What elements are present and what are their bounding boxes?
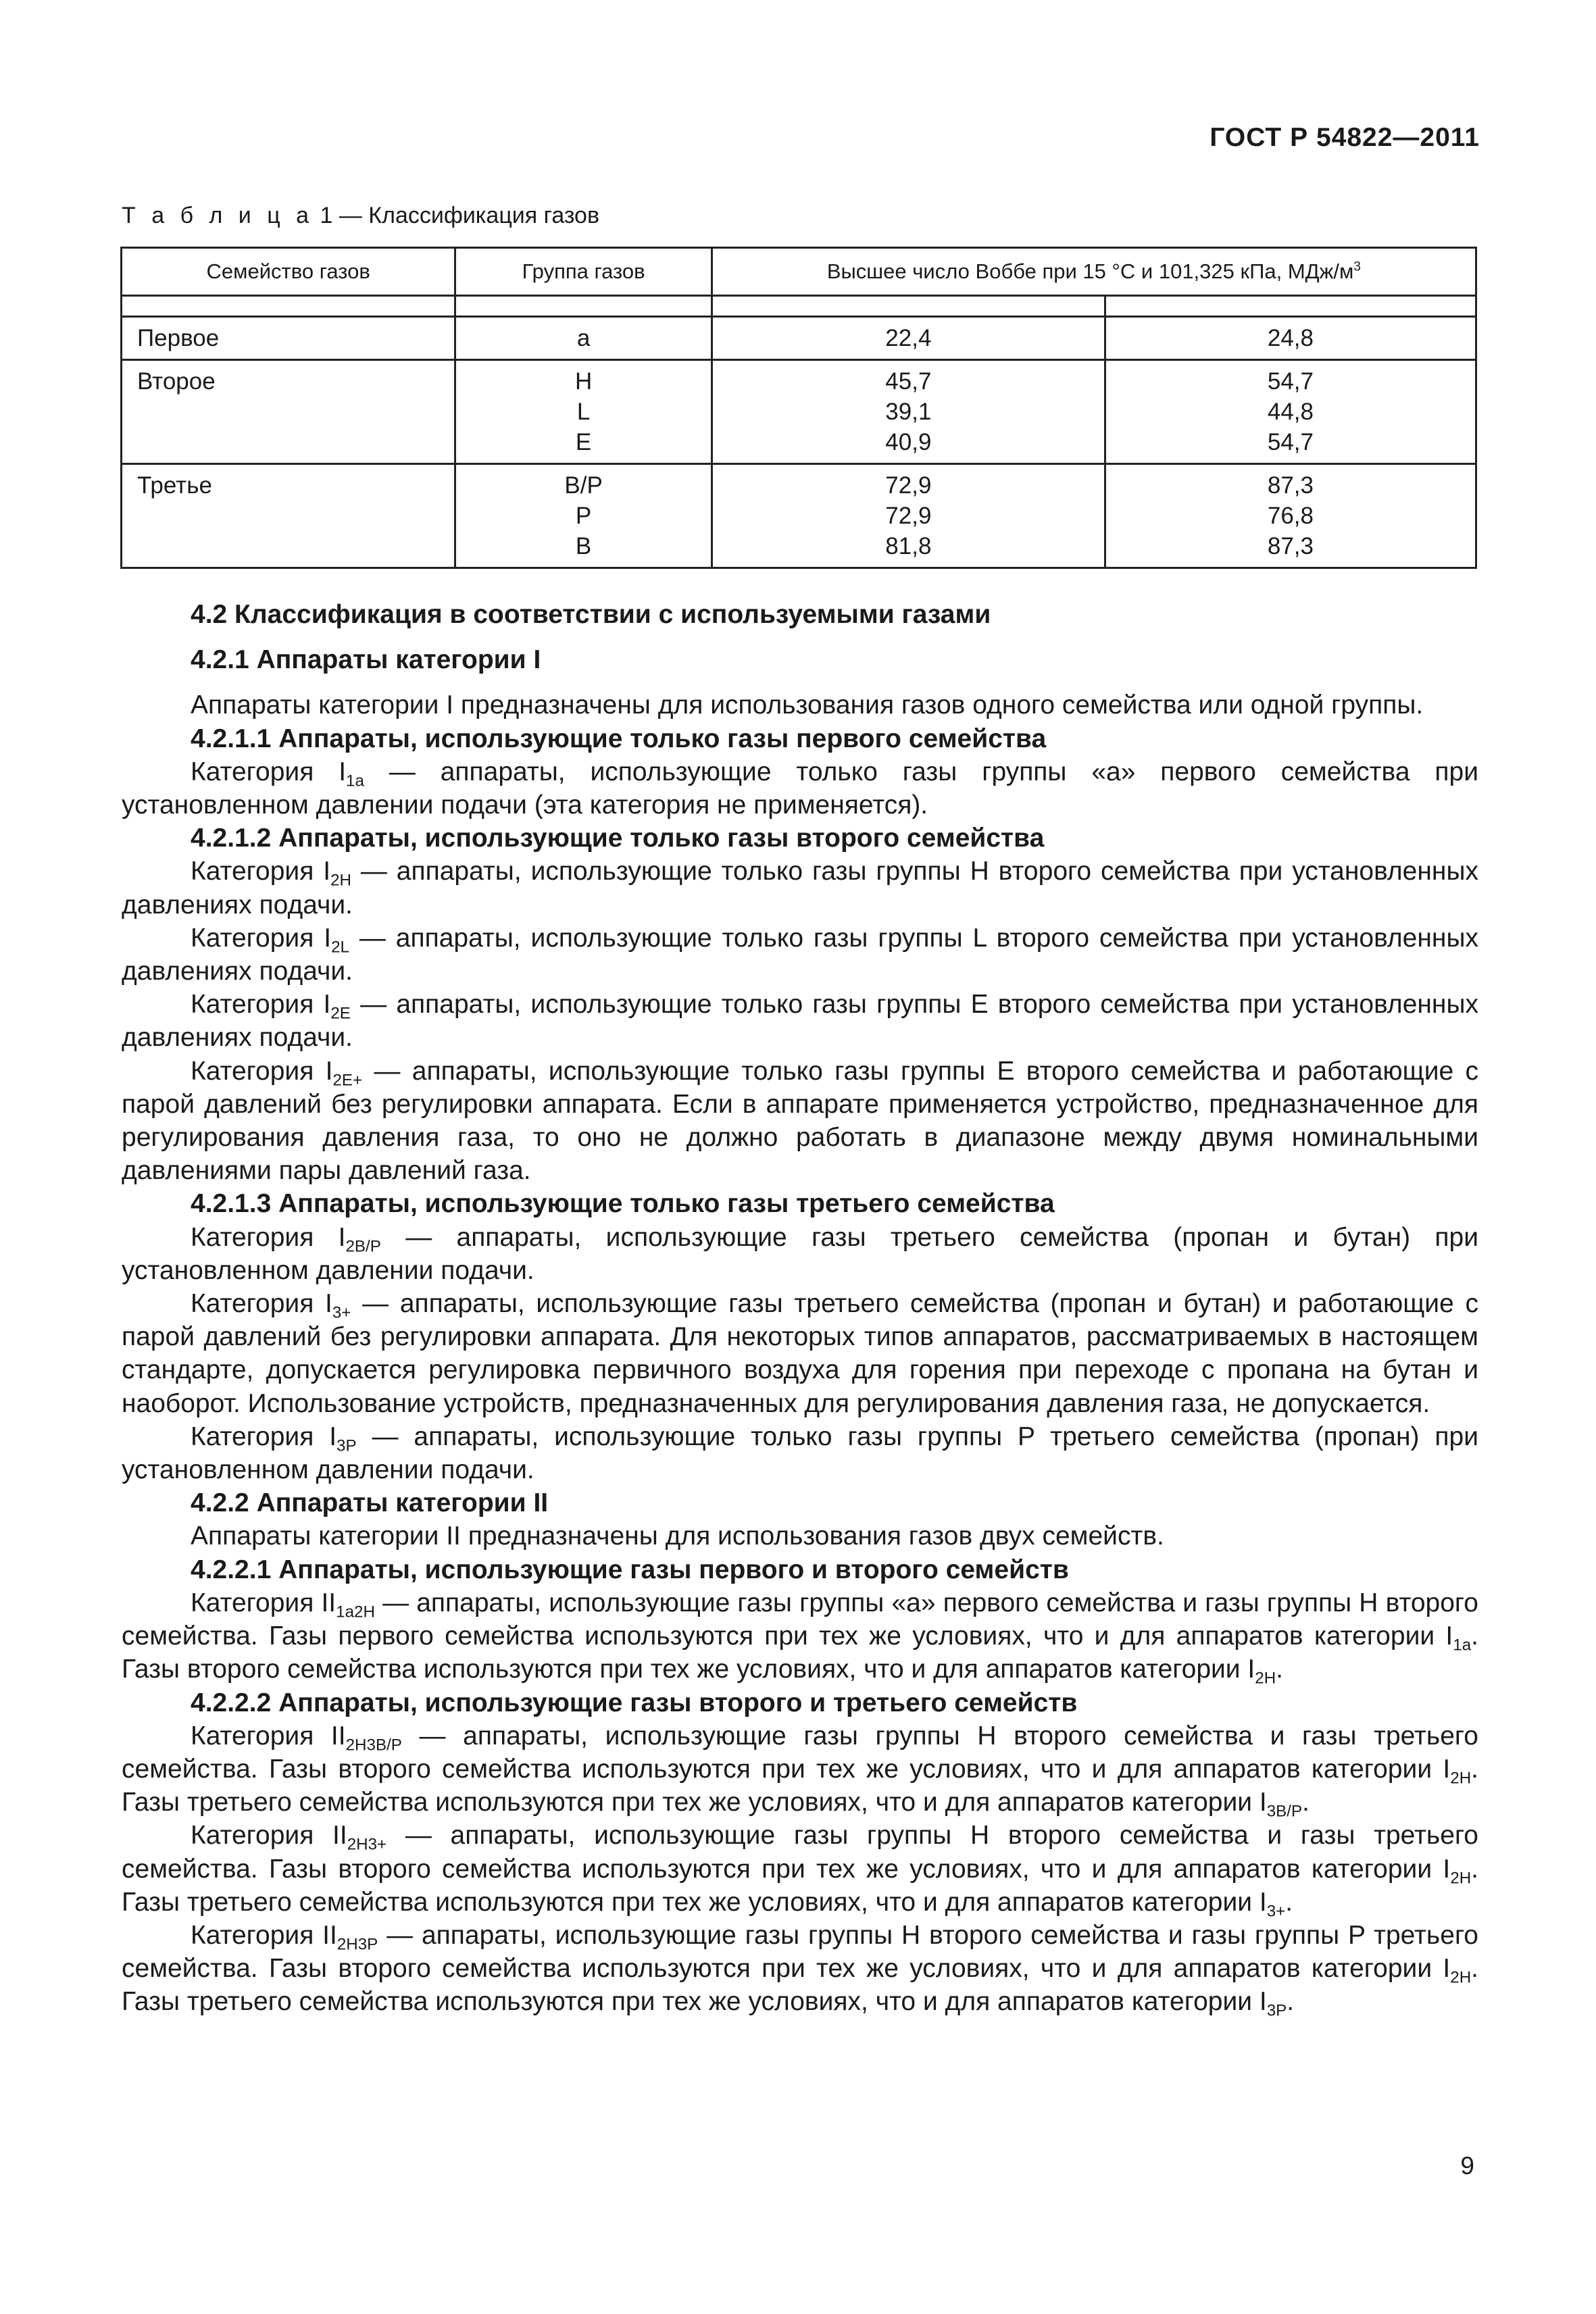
section-heading-4-2-1-2: 4.2.1.2 Аппараты, использующие только газы второго семейства [191,824,1045,853]
wobbe-max-value: 24,8 [1267,325,1314,351]
paragraph-category-ii2h3plus: Категория $II_{2H3+}$ — аппараты, использующие газы группы H второго семейства и газы третьего семейства. Газы второго семейства используются при тех же условиях, что и для аппаратов категории $I_{2H}$. Газы третьего семейства используются при тех же условиях, что и для аппаратов категории $I_{3+}$. [122,1821,1478,1921]
header-wobbe [712,248,1476,296]
wobbe-min-value: 39,1 [885,399,932,425]
paragraph-category-ii2h3bp: Категория $II_{2H3B/P}$ — аппараты, использующие газы группы H второго семейства и газы третьего семейства. Газы второго семейства используются при тех же условиях, что и для аппаратов категории $I_{2H}$. Газы третьего семейства используются при тех же условиях, что и для аппаратов категории $I_{3B/P}$. [122,1721,1478,1821]
section-heading-4-2: 4.2 Классификация в соответствии с используемыми газами [191,600,991,629]
paragraph-category-i1a: Категория $I_{1a}$ — аппараты, использующие только газы группы «а» первого семейства при установленном давлении подачи (эта категория не применяется). [122,757,1478,820]
section-heading-4-2-1: 4.2.1 Аппараты категории I [191,645,541,675]
document-body [122,598,1478,2019]
wobbe-max-value: 87,3 [1267,472,1314,499]
document-standard-code: ГОСТ Р 54822—2011 [1210,123,1480,152]
wobbe-max-value: 44,8 [1267,399,1314,425]
cell-wobbe-max [1105,464,1476,568]
section-heading-4-2-1-3: 4.2.1.3 Аппараты, использующие только газы третьего семейства [191,1189,1055,1219]
cell-wobbe-min [712,464,1105,568]
cell-group [455,317,712,360]
table-caption-label: Т а б л и ц а [122,203,314,228]
group-value: P [575,503,592,529]
section-heading-4-2-1-1: 4.2.1.1 Аппараты, использующие только газы первого семейства [191,724,1047,753]
table-row [122,360,1476,464]
wobbe-min-value: 45,7 [885,368,932,395]
wobbe-max-value: 54,7 [1267,368,1314,395]
wobbe-min-value: 22,4 [885,325,932,351]
cell-wobbe-min [712,317,1105,360]
section-heading-4-2-2: 4.2.2 Аппараты категории II [191,1488,549,1518]
header-family: Семейство газов [122,248,455,296]
wobbe-min-value: 72,9 [885,503,932,529]
group-value: H [574,368,593,395]
wobbe-max-value: 76,8 [1267,503,1314,529]
paragraph-category-i3p: Категория $I_{3P}$ — аппараты, использующие только газы группы P третьего семейства (пропан) при установленном давлении подачи. [122,1422,1478,1485]
paragraph-category-i2l: Категория $I_{2L}$ — аппараты, использующие только газы группы L второго семейства при установленных давлениях подачи. [122,923,1478,986]
cell-wobbe-min [712,360,1105,464]
group-value: B [575,533,592,559]
paragraph-category-i2bp: Категория $I_{2B/P}$ — аппараты, использующие газы третьего семейства (пропан и бутан) при установленном давлении подачи. [122,1222,1478,1285]
paragraph-category-i3plus: Категория $I_{3+}$ — аппараты, использующие газы третьего семейства (пропан и бутан) и работающие с парой давлений без регулировки аппарата. Для некоторых типов аппаратов, рассматриваемых в настоящем стандарте, допускается регулировка первичного воздуха для горения при переходе с пропана на бутан и наоборот. Использование устройств, предназначенных для регулирования давления газа, не допускается. [122,1289,1478,1418]
cell-wobbe-max [1105,360,1476,464]
cell-family: Второе [122,360,455,464]
cell-family: Первое [122,317,455,360]
table-row [122,317,1476,360]
paragraph-4-2-1: Аппараты категории I предназначены для использования газов одного семейства или одной группы. [191,690,1424,720]
table-row [122,464,1476,568]
cell-wobbe-max [1105,317,1476,360]
page-number: 9 [1460,2152,1474,2180]
header-group: Группа газов [455,248,712,296]
cell-group [455,360,712,464]
wobbe-min-value: 72,9 [885,472,932,499]
cell-group [455,464,712,568]
paragraph-4-2-2: Аппараты категории II предназначены для использования газов двух семейств. [191,1521,1164,1551]
wobbe-min-value: 40,9 [885,429,932,455]
gas-classification-table [120,247,1477,569]
wobbe-min-value: 81,8 [885,533,932,559]
table-header-gap [122,296,1476,317]
paragraph-category-i2e-plus: Категория $I_{2E+}$ — аппараты, использующие только газы группы E второго семейства и работающие с парой давлений без регулировки аппарата. Если в аппарате применяется устройство, предназначенное для регулирования давления газа, то оно не должно работать в диапазоне между двумя номинальными давлениями пары давлений газа. [122,1056,1479,1186]
header-wobbe-text: Высшее число Воббе при 15 °С и 101,325 кПа, МДж/м [826,259,1354,283]
group-value: a [576,325,591,351]
table-header-row [122,248,1476,296]
section-heading-4-2-2-1: 4.2.2.1 Аппараты, использующие газы первого и второго семейств [191,1555,1069,1584]
paragraph-category-i2e: Категория $I_{2E}$ — аппараты, использующие только газы группы E второго семейства при установленных давлениях подачи. [122,990,1478,1053]
group-value: L [576,399,591,425]
paragraph-category-ii1a2h: Категория $II_{1a2H}$ — аппараты, использующие газы группы «а» первого семейства и газы группы H второго семейства. Газы первого семейства используются при тех же условиях, что и для аппаратов категории $I_{1a}$. Газы второго семейства используются при тех же условиях, что и для аппаратов категории $I_{2H}$. [122,1588,1478,1688]
group-value: E [575,429,592,455]
header-wobbe-exponent: 3 [1353,259,1361,274]
wobbe-max-value: 54,7 [1267,429,1314,455]
paragraph-category-ii2h3p: Категория $II_{2H3P}$ — аппараты, использующие газы группы H второго семейства и газы группы P третьего семейства. Газы второго семейства используются при тех же условиях, что и для аппаратов категории $I_{2H}$. Газы третьего семейства используются при тех же условиях, что и для аппаратов категории $I_{3P}$. [122,1920,1478,2020]
cell-family: Третье [122,464,455,568]
table-caption-title: 1 — Классификация газов [314,203,600,228]
group-value: B/P [564,472,603,499]
table-caption [122,203,599,229]
paragraph-category-i2h: Категория $I_{2H}$ — аппараты, использующие только газы группы H второго семейства при установленных давлениях подачи. [122,857,1478,920]
section-heading-4-2-2-2: 4.2.2.2 Аппараты, использующие газы второго и третьего семейств [191,1688,1078,1717]
wobbe-max-value: 87,3 [1267,533,1314,559]
